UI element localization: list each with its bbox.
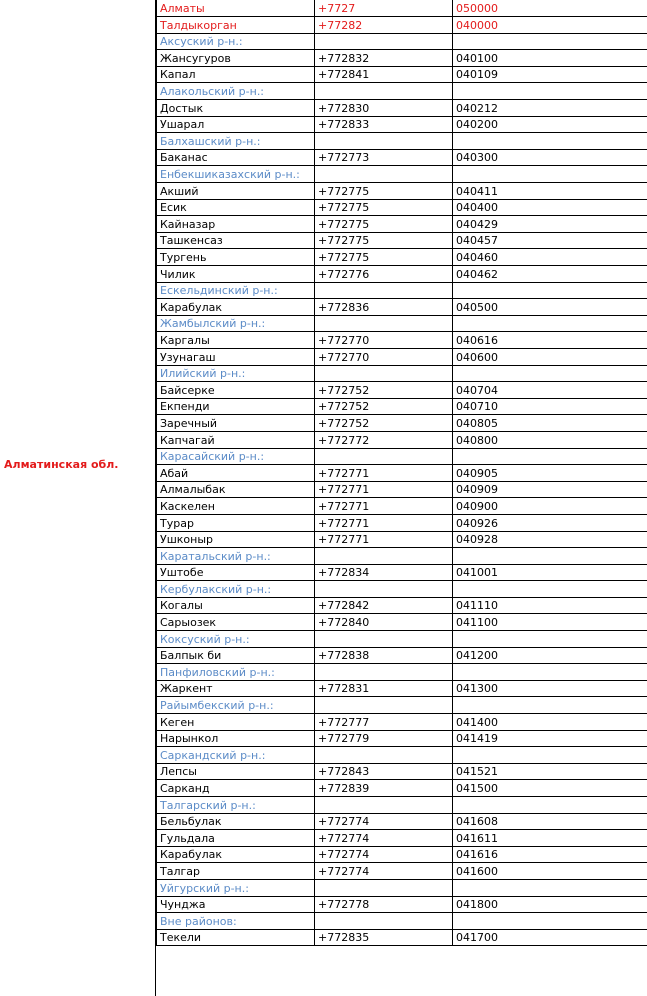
table-row bbox=[157, 896, 647, 913]
cell-code[interactable]: +772774 bbox=[315, 846, 453, 863]
cell-index[interactable]: 050000 bbox=[453, 0, 647, 17]
cell-index[interactable]: 040710 bbox=[453, 398, 647, 415]
cell-index[interactable]: 041419 bbox=[453, 730, 647, 747]
cell-code[interactable]: +772752 bbox=[315, 415, 453, 432]
cell-name[interactable]: Кеген bbox=[157, 714, 315, 731]
cell-index[interactable]: 040926 bbox=[453, 514, 647, 531]
cell-name[interactable]: Достык bbox=[157, 100, 315, 117]
cell-name[interactable]: Панфиловский р-н.: bbox=[157, 664, 315, 681]
cell-code[interactable]: +772774 bbox=[315, 813, 453, 830]
district-header-row bbox=[157, 282, 647, 299]
cell-code[interactable]: +772833 bbox=[315, 116, 453, 133]
cell-index[interactable] bbox=[453, 913, 647, 930]
table-row bbox=[157, 647, 647, 664]
table-row bbox=[157, 249, 647, 266]
cell-name[interactable]: Талдыкорган bbox=[157, 17, 315, 34]
cell-name[interactable]: Карасайский р-н.: bbox=[157, 448, 315, 465]
table-row bbox=[157, 0, 647, 17]
cell-name[interactable]: Жамбылский р-н.: bbox=[157, 315, 315, 332]
table-row bbox=[157, 100, 647, 117]
table-row bbox=[157, 17, 647, 34]
cell-name[interactable]: Акший bbox=[157, 183, 315, 200]
table-row bbox=[157, 481, 647, 498]
cell-index[interactable] bbox=[453, 166, 647, 183]
cell-code[interactable] bbox=[315, 797, 453, 814]
cell-index[interactable]: 040300 bbox=[453, 149, 647, 166]
cell-name[interactable]: Ескельдинский р-н.: bbox=[157, 282, 315, 299]
table-row bbox=[157, 763, 647, 780]
cell-name[interactable]: Каргалы bbox=[157, 332, 315, 349]
cell-index[interactable]: 041521 bbox=[453, 763, 647, 780]
cell-code[interactable]: +772842 bbox=[315, 597, 453, 614]
cell-index[interactable]: 040600 bbox=[453, 348, 647, 365]
cell-index[interactable]: 040411 bbox=[453, 183, 647, 200]
table-row bbox=[157, 863, 647, 880]
cell-index[interactable] bbox=[453, 631, 647, 648]
cell-name[interactable]: Чунджа bbox=[157, 896, 315, 913]
cell-code[interactable]: +772752 bbox=[315, 398, 453, 415]
cell-name[interactable]: Абай bbox=[157, 465, 315, 482]
cell-name[interactable]: Екпенди bbox=[157, 398, 315, 415]
cell-index[interactable] bbox=[453, 581, 647, 598]
cell-name[interactable]: Талгарский р-н.: bbox=[157, 797, 315, 814]
table-row bbox=[157, 348, 647, 365]
cell-name[interactable]: Уйгурский р-н.: bbox=[157, 879, 315, 896]
table-row bbox=[157, 50, 647, 67]
cell-index[interactable]: 041200 bbox=[453, 647, 647, 664]
cell-name[interactable]: Чилик bbox=[157, 266, 315, 283]
district-header-row bbox=[157, 315, 647, 332]
cell-name[interactable]: Балхашский р-н.: bbox=[157, 133, 315, 150]
table-row bbox=[157, 431, 647, 448]
cell-index[interactable] bbox=[453, 548, 647, 565]
cell-name[interactable]: Алматы bbox=[157, 0, 315, 17]
district-header-row bbox=[157, 83, 647, 100]
table-row bbox=[157, 514, 647, 531]
district-header-row bbox=[157, 33, 647, 50]
cell-name[interactable]: Алакольский р-н.: bbox=[157, 83, 315, 100]
cell-index[interactable]: 040909 bbox=[453, 481, 647, 498]
table-row bbox=[157, 498, 647, 515]
cell-index[interactable] bbox=[453, 747, 647, 764]
cell-name[interactable]: Капчагай bbox=[157, 431, 315, 448]
cell-name[interactable]: Жансугуров bbox=[157, 50, 315, 67]
cell-index[interactable]: 040460 bbox=[453, 249, 647, 266]
district-header-row bbox=[157, 548, 647, 565]
cell-name[interactable]: Нарынкол bbox=[157, 730, 315, 747]
table-row bbox=[157, 149, 647, 166]
table-row bbox=[157, 266, 647, 283]
district-header-row bbox=[157, 581, 647, 598]
cell-code[interactable]: +772835 bbox=[315, 929, 453, 946]
cell-name[interactable]: Когалы bbox=[157, 597, 315, 614]
cell-index[interactable]: 040109 bbox=[453, 66, 647, 83]
region-label: Алматинская обл. bbox=[4, 458, 119, 471]
region-cell bbox=[0, 0, 156, 996]
cell-index[interactable]: 040800 bbox=[453, 431, 647, 448]
table-row bbox=[157, 183, 647, 200]
cell-index[interactable]: 041608 bbox=[453, 813, 647, 830]
cell-index[interactable]: 040704 bbox=[453, 382, 647, 399]
cell-code[interactable]: +772771 bbox=[315, 465, 453, 482]
cell-index[interactable]: 040212 bbox=[453, 100, 647, 117]
cell-code[interactable]: +77282 bbox=[315, 17, 453, 34]
cell-index[interactable]: 041500 bbox=[453, 780, 647, 797]
cell-code[interactable] bbox=[315, 631, 453, 648]
table-row bbox=[157, 398, 647, 415]
cell-name[interactable]: Байсерке bbox=[157, 382, 315, 399]
cell-name[interactable]: Саркандский р-н.: bbox=[157, 747, 315, 764]
cell-index[interactable]: 040805 bbox=[453, 415, 647, 432]
cell-index[interactable]: 040457 bbox=[453, 232, 647, 249]
cell-index[interactable] bbox=[453, 282, 647, 299]
table-body bbox=[157, 0, 647, 946]
cell-index[interactable] bbox=[453, 697, 647, 714]
cell-name[interactable]: Лепсы bbox=[157, 763, 315, 780]
cell-name[interactable]: Тургень bbox=[157, 249, 315, 266]
cell-name[interactable]: Жаркент bbox=[157, 680, 315, 697]
cell-index[interactable] bbox=[453, 797, 647, 814]
cell-code[interactable]: +772832 bbox=[315, 50, 453, 67]
district-header-row bbox=[157, 913, 647, 930]
cell-code[interactable]: +772773 bbox=[315, 149, 453, 166]
cell-code[interactable]: +772830 bbox=[315, 100, 453, 117]
cell-name[interactable]: Текели bbox=[157, 929, 315, 946]
cell-code[interactable]: +772770 bbox=[315, 332, 453, 349]
table-row bbox=[157, 199, 647, 216]
district-header-row bbox=[157, 697, 647, 714]
cell-code[interactable] bbox=[315, 365, 453, 382]
cell-index[interactable]: 040429 bbox=[453, 216, 647, 233]
cell-name[interactable]: Узунагаш bbox=[157, 348, 315, 365]
table-row bbox=[157, 232, 647, 249]
cell-code[interactable] bbox=[315, 133, 453, 150]
cell-code[interactable]: +772841 bbox=[315, 66, 453, 83]
cell-name[interactable]: Есик bbox=[157, 199, 315, 216]
district-header-row bbox=[157, 448, 647, 465]
cell-name[interactable]: Кайназар bbox=[157, 216, 315, 233]
cell-name[interactable]: Ташкенсаз bbox=[157, 232, 315, 249]
cell-code[interactable]: +772834 bbox=[315, 564, 453, 581]
cell-code[interactable]: +772775 bbox=[315, 249, 453, 266]
cell-name[interactable]: Аксуский р-н.: bbox=[157, 33, 315, 50]
district-header-row bbox=[157, 166, 647, 183]
cell-index[interactable]: 040200 bbox=[453, 116, 647, 133]
cell-code[interactable]: +772774 bbox=[315, 863, 453, 880]
cell-name[interactable]: Алмалыбак bbox=[157, 481, 315, 498]
cell-index[interactable]: 040000 bbox=[453, 17, 647, 34]
table-row bbox=[157, 846, 647, 863]
cell-index[interactable] bbox=[453, 315, 647, 332]
cell-name[interactable]: Сарканд bbox=[157, 780, 315, 797]
cell-code[interactable] bbox=[315, 315, 453, 332]
cell-code[interactable] bbox=[315, 548, 453, 565]
cell-code[interactable] bbox=[315, 448, 453, 465]
cell-index[interactable]: 041611 bbox=[453, 830, 647, 847]
cell-code[interactable]: +772775 bbox=[315, 199, 453, 216]
cell-index[interactable]: 041400 bbox=[453, 714, 647, 731]
cell-name[interactable]: Заречный bbox=[157, 415, 315, 432]
locations-table bbox=[156, 0, 647, 946]
cell-code[interactable]: +772777 bbox=[315, 714, 453, 731]
cell-index[interactable]: 040905 bbox=[453, 465, 647, 482]
cell-index[interactable]: 040900 bbox=[453, 498, 647, 515]
cell-name[interactable]: Сарыозек bbox=[157, 614, 315, 631]
cell-name[interactable]: Каскелен bbox=[157, 498, 315, 515]
cell-code[interactable]: +772843 bbox=[315, 763, 453, 780]
cell-name[interactable]: Коксуский р-н.: bbox=[157, 631, 315, 648]
cell-index[interactable]: 041616 bbox=[453, 846, 647, 863]
cell-index[interactable] bbox=[453, 448, 647, 465]
cell-code[interactable]: +772752 bbox=[315, 382, 453, 399]
cell-code[interactable] bbox=[315, 664, 453, 681]
district-header-row bbox=[157, 133, 647, 150]
cell-index[interactable]: 040100 bbox=[453, 50, 647, 67]
cell-code[interactable]: +772770 bbox=[315, 348, 453, 365]
cell-index[interactable]: 041300 bbox=[453, 680, 647, 697]
cell-code[interactable]: +772775 bbox=[315, 216, 453, 233]
cell-code[interactable] bbox=[315, 879, 453, 896]
cell-name[interactable]: Баканас bbox=[157, 149, 315, 166]
district-header-row bbox=[157, 631, 647, 648]
cell-index[interactable]: 041800 bbox=[453, 896, 647, 913]
cell-code[interactable]: +7727 bbox=[315, 0, 453, 17]
cell-code[interactable] bbox=[315, 913, 453, 930]
table-row bbox=[157, 531, 647, 548]
cell-index[interactable]: 040616 bbox=[453, 332, 647, 349]
cell-code[interactable] bbox=[315, 697, 453, 714]
table-row bbox=[157, 680, 647, 697]
cell-name[interactable]: Кербулакский р-н.: bbox=[157, 581, 315, 598]
cell-index[interactable]: 041110 bbox=[453, 597, 647, 614]
cell-code[interactable]: +772831 bbox=[315, 680, 453, 697]
cell-code[interactable]: +772771 bbox=[315, 498, 453, 515]
district-header-row bbox=[157, 365, 647, 382]
cell-name[interactable]: Талгар bbox=[157, 863, 315, 880]
cell-index[interactable]: 040500 bbox=[453, 299, 647, 316]
cell-index[interactable] bbox=[453, 133, 647, 150]
cell-name[interactable]: Уштобе bbox=[157, 564, 315, 581]
cell-index[interactable] bbox=[453, 83, 647, 100]
table-row bbox=[157, 66, 647, 83]
cell-index[interactable] bbox=[453, 365, 647, 382]
cell-name[interactable]: Капал bbox=[157, 66, 315, 83]
cell-index[interactable] bbox=[453, 879, 647, 896]
cell-index[interactable]: 040462 bbox=[453, 266, 647, 283]
cell-code[interactable]: +772771 bbox=[315, 481, 453, 498]
district-header-row bbox=[157, 797, 647, 814]
cell-name[interactable]: Бельбулак bbox=[157, 813, 315, 830]
cell-code[interactable] bbox=[315, 166, 453, 183]
cell-code[interactable] bbox=[315, 282, 453, 299]
cell-name[interactable]: Балпык би bbox=[157, 647, 315, 664]
cell-code[interactable]: +772840 bbox=[315, 614, 453, 631]
table-row bbox=[157, 415, 647, 432]
table-row bbox=[157, 813, 647, 830]
cell-code[interactable]: +772774 bbox=[315, 830, 453, 847]
cell-name[interactable]: Илийский р-н.: bbox=[157, 365, 315, 382]
cell-code[interactable]: +772776 bbox=[315, 266, 453, 283]
table-row bbox=[157, 564, 647, 581]
cell-name[interactable]: Гульдала bbox=[157, 830, 315, 847]
cell-code[interactable]: +772836 bbox=[315, 299, 453, 316]
cell-code[interactable] bbox=[315, 33, 453, 50]
cell-code[interactable]: +772775 bbox=[315, 232, 453, 249]
cell-code[interactable]: +772775 bbox=[315, 183, 453, 200]
cell-index[interactable] bbox=[453, 33, 647, 50]
cell-name[interactable]: Карабулак bbox=[157, 846, 315, 863]
cell-index[interactable] bbox=[453, 664, 647, 681]
district-header-row bbox=[157, 879, 647, 896]
table-row bbox=[157, 299, 647, 316]
table-row bbox=[157, 597, 647, 614]
table-row bbox=[157, 714, 647, 731]
cell-name[interactable]: Райымбекский р-н.: bbox=[157, 697, 315, 714]
table-row bbox=[157, 614, 647, 631]
cell-code[interactable]: +772771 bbox=[315, 531, 453, 548]
table-row bbox=[157, 780, 647, 797]
cell-name[interactable]: Ушконыр bbox=[157, 531, 315, 548]
district-header-row bbox=[157, 747, 647, 764]
cell-index[interactable]: 041001 bbox=[453, 564, 647, 581]
table-row bbox=[157, 332, 647, 349]
cell-index[interactable]: 041100 bbox=[453, 614, 647, 631]
cell-code[interactable]: +772839 bbox=[315, 780, 453, 797]
cell-index[interactable]: 040400 bbox=[453, 199, 647, 216]
table-row bbox=[157, 116, 647, 133]
cell-code[interactable]: +772779 bbox=[315, 730, 453, 747]
cell-name[interactable]: Турар bbox=[157, 514, 315, 531]
cell-code[interactable]: +772778 bbox=[315, 896, 453, 913]
cell-index[interactable]: 040928 bbox=[453, 531, 647, 548]
table-row bbox=[157, 830, 647, 847]
table-row bbox=[157, 216, 647, 233]
table-row bbox=[157, 382, 647, 399]
cell-name[interactable]: Енбекшиказахский р-н.: bbox=[157, 166, 315, 183]
cell-index[interactable]: 041600 bbox=[453, 863, 647, 880]
cell-name[interactable]: Ушарал bbox=[157, 116, 315, 133]
cell-code[interactable] bbox=[315, 747, 453, 764]
table-row bbox=[157, 465, 647, 482]
cell-code[interactable] bbox=[315, 581, 453, 598]
cell-name[interactable]: Вне районов: bbox=[157, 913, 315, 930]
cell-name[interactable]: Каратальский р-н.: bbox=[157, 548, 315, 565]
cell-name[interactable]: Карабулак bbox=[157, 299, 315, 316]
table-row bbox=[157, 929, 647, 946]
cell-code[interactable]: +772838 bbox=[315, 647, 453, 664]
district-header-row bbox=[157, 664, 647, 681]
cell-code[interactable]: +772771 bbox=[315, 514, 453, 531]
table-row bbox=[157, 730, 647, 747]
cell-code[interactable] bbox=[315, 83, 453, 100]
cell-code[interactable]: +772772 bbox=[315, 431, 453, 448]
cell-index[interactable]: 041700 bbox=[453, 929, 647, 946]
